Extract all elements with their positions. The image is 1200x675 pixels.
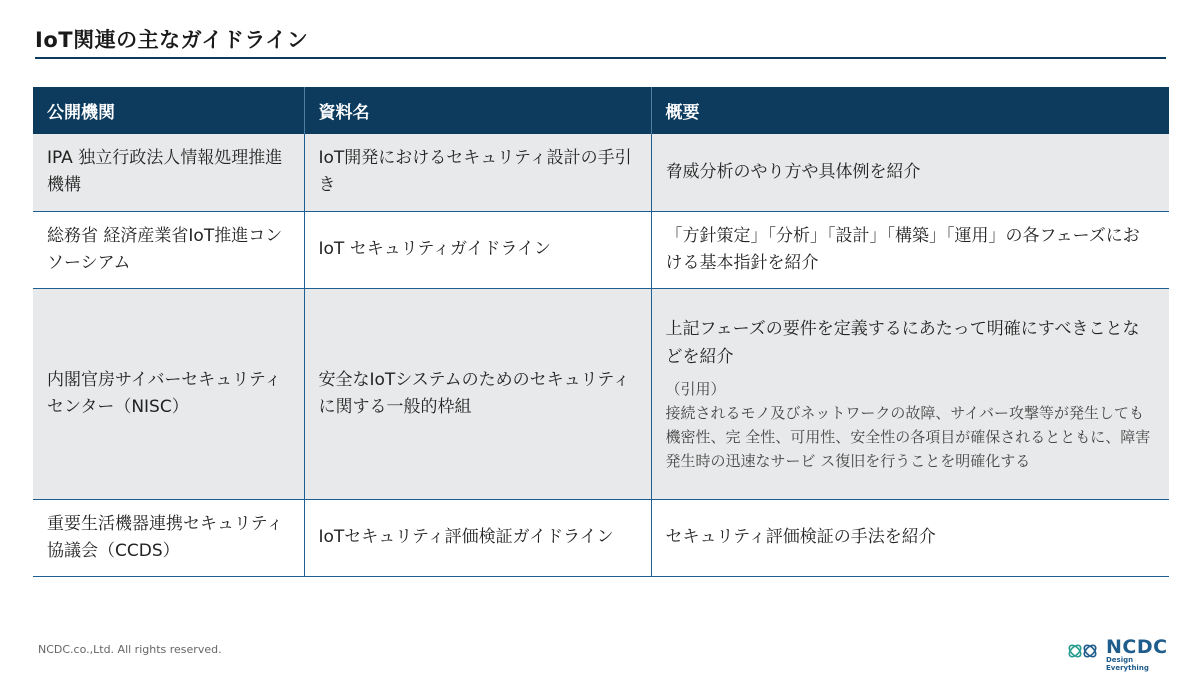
organization-cell: 内閣官房サイバーセキュリティセンター（NISC） xyxy=(33,288,304,499)
page-title: IoT関連の主なガイドライン xyxy=(35,28,309,52)
summary-cell: セキュリティ評価検証の手法を紹介 xyxy=(651,499,1169,576)
company-logo xyxy=(1066,636,1178,672)
document-cell: 安全なIoTシステムのためのセキュリティに関する一般的枠組 xyxy=(304,288,651,499)
document-cell: IoT セキュリティガイドライン xyxy=(304,211,651,288)
organization-cell: 総務省 経済産業省IoT推進コンソーシアム xyxy=(33,211,304,288)
citation-label: （引用） xyxy=(665,379,726,398)
table-row xyxy=(33,211,1169,288)
document-cell: IoTセキュリティ評価検証ガイドライン xyxy=(304,499,651,576)
organization-cell: IPA 独立行政法人情報処理推進機構 xyxy=(33,134,304,211)
organization-cell: 重要生活機器連携セキュリティ協議会（CCDS） xyxy=(33,499,304,576)
logo-wordmark: NCDC xyxy=(1106,636,1168,658)
title-divider xyxy=(35,57,1166,59)
guidelines-table xyxy=(33,87,1169,577)
summary-cell xyxy=(651,288,1169,499)
header-summary: 概要 xyxy=(651,87,1169,134)
table-row xyxy=(33,288,1169,499)
table-row xyxy=(33,134,1169,211)
citation-text: 接続されるモノ及びネットワークの故障、サイバー攻撃等が発生しても機密性、完 全性、可用性、安全性の各項目が確保されるとともに、障害発生時の迅速なサービ ス復旧を行うことを明確化する xyxy=(665,403,1151,470)
logo-tagline: Design Everything xyxy=(1106,656,1149,672)
header-document: 資料名 xyxy=(304,87,651,134)
summary-cell: 「方針策定」「分析」「設計」「構築」「運用」の各フェーズにおける基本指針を紹介 xyxy=(651,211,1169,288)
summary-cell: 脅威分析のやり方や具体例を紹介 xyxy=(651,134,1169,211)
table-header-row xyxy=(33,87,1169,134)
logo-mark-icon xyxy=(1066,636,1102,666)
copyright-footer: NCDC.co.,Ltd. All rights reserved. xyxy=(38,643,222,656)
summary-text: 上記フェーズの要件を定義するにあたって明確にすべきことなどを紹介 xyxy=(665,318,1140,367)
header-organization: 公開機関 xyxy=(33,87,304,134)
document-cell: IoT開発におけるセキュリティ設計の手引き xyxy=(304,134,651,211)
table-row xyxy=(33,499,1169,576)
